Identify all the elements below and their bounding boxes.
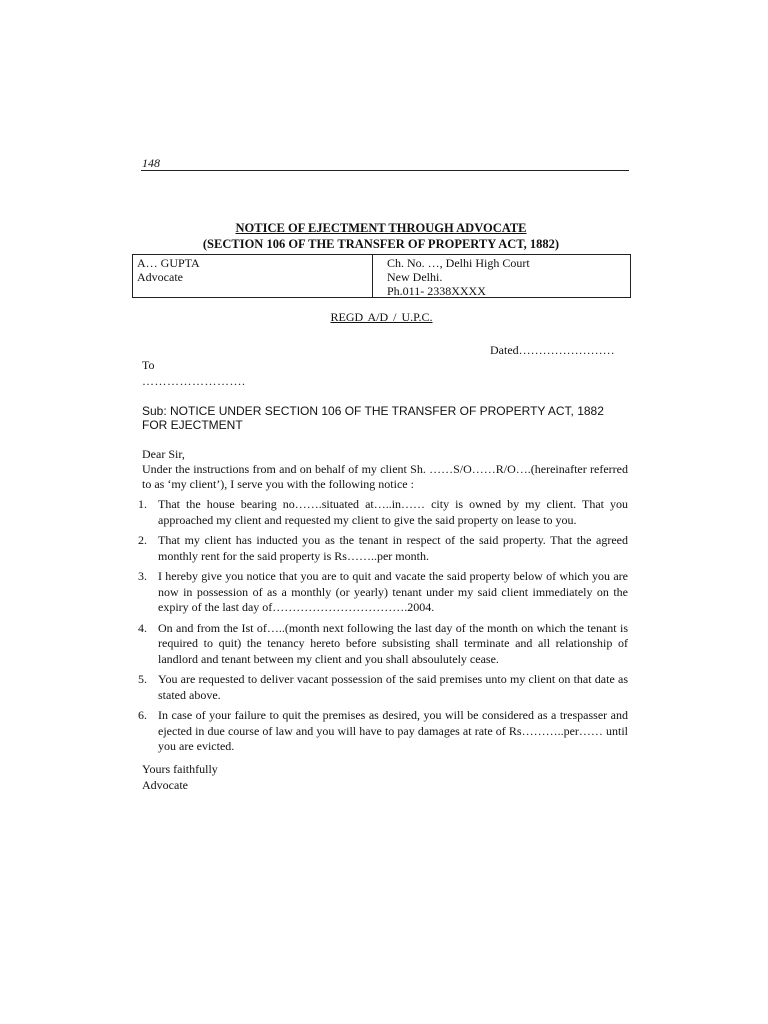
recipient-label: To (142, 358, 155, 372)
closing-phrase: Yours faithfully (142, 762, 218, 776)
page-number: 148 (142, 156, 160, 170)
item-number: 3. (138, 569, 147, 583)
closing-block (142, 761, 218, 793)
subject-line: Sub: NOTICE UNDER SECTION 106 OF THE TRANSFER OF PROPERTY ACT, 1882 (142, 404, 604, 418)
intro-paragraph: Under the instructions from and on behalf of my client Sh. ……S/O……R/O….(hereinafter referred to as ‘my client’), I serve you with the following notice : (142, 462, 628, 491)
item-number: 2. (138, 533, 147, 547)
notice-items-list (132, 497, 628, 760)
list-item (132, 672, 628, 703)
salutation: Dear Sir, (142, 447, 185, 461)
item-text: On and from the Ist of…..(month next following the last day of the month on which the tenant is required to quit) the tenancy hereto before subsisting shall terminate and all relationship of landlord and tenant between my client and you shall absoulutely cease. (158, 620, 628, 666)
list-item (132, 569, 628, 616)
sender-phone: Ph.011- 2338XXXX (387, 284, 486, 298)
sender-chamber: Ch. No. …, Delhi High Court (387, 256, 530, 270)
list-item (132, 708, 628, 755)
sender-address-box (132, 254, 631, 298)
header-rule (141, 170, 629, 171)
item-text: That the house bearing no…….situated at…..in…… city is owned by my client. That you approached my client and requested my client to give the said property on lease to you. (158, 497, 628, 527)
closing-designation: Advocate (142, 778, 188, 792)
recipient-placeholder: ……………………. (142, 374, 246, 388)
sender-designation: Advocate (137, 270, 183, 284)
sender-name-cell (133, 255, 373, 297)
item-number: 5. (138, 672, 147, 686)
item-number: 6. (138, 708, 147, 722)
delivery-mode: REGD A/D / U.P.C. (330, 310, 433, 324)
sender-contact-cell (373, 255, 630, 297)
item-text: In case of your failure to quit the premises as desired, you will be considered as a trespasser and ejected in due course of law and you will have to pay damages at rate of Rs………..per…… until you are evicted. (158, 708, 628, 753)
item-number: 4. (138, 620, 147, 635)
item-number: 1. (138, 497, 147, 511)
subject-line: FOR EJECTMENT (142, 418, 243, 432)
document-title: NOTICE OF EJECTMENT THROUGH ADVOCATE (235, 221, 527, 235)
subject (142, 404, 622, 432)
date-field: Dated…………………… (490, 343, 615, 357)
list-item (132, 621, 628, 668)
document-subtitle: (SECTION 106 OF THE TRANSFER OF PROPERTY ACT, 1882) (202, 237, 560, 251)
sender-city: New Delhi. (387, 270, 443, 284)
item-text: I hereby give you notice that you are to quit and vacate the said property below of which you are now in possession of as a monthly (or yearly) tenant under my said client immediately on the expiry of the last day of…………………………….2004. (158, 569, 628, 614)
list-item (132, 497, 628, 528)
item-text: That my client has inducted you as the tenant in respect of the said property. That the agreed monthly rent for the said property is Rs……..per month. (158, 533, 628, 563)
item-text: You are requested to deliver vacant possession of the said premises unto my client on that date as stated above. (158, 672, 628, 702)
list-item (132, 533, 628, 564)
sender-name: A… GUPTA (137, 256, 200, 270)
